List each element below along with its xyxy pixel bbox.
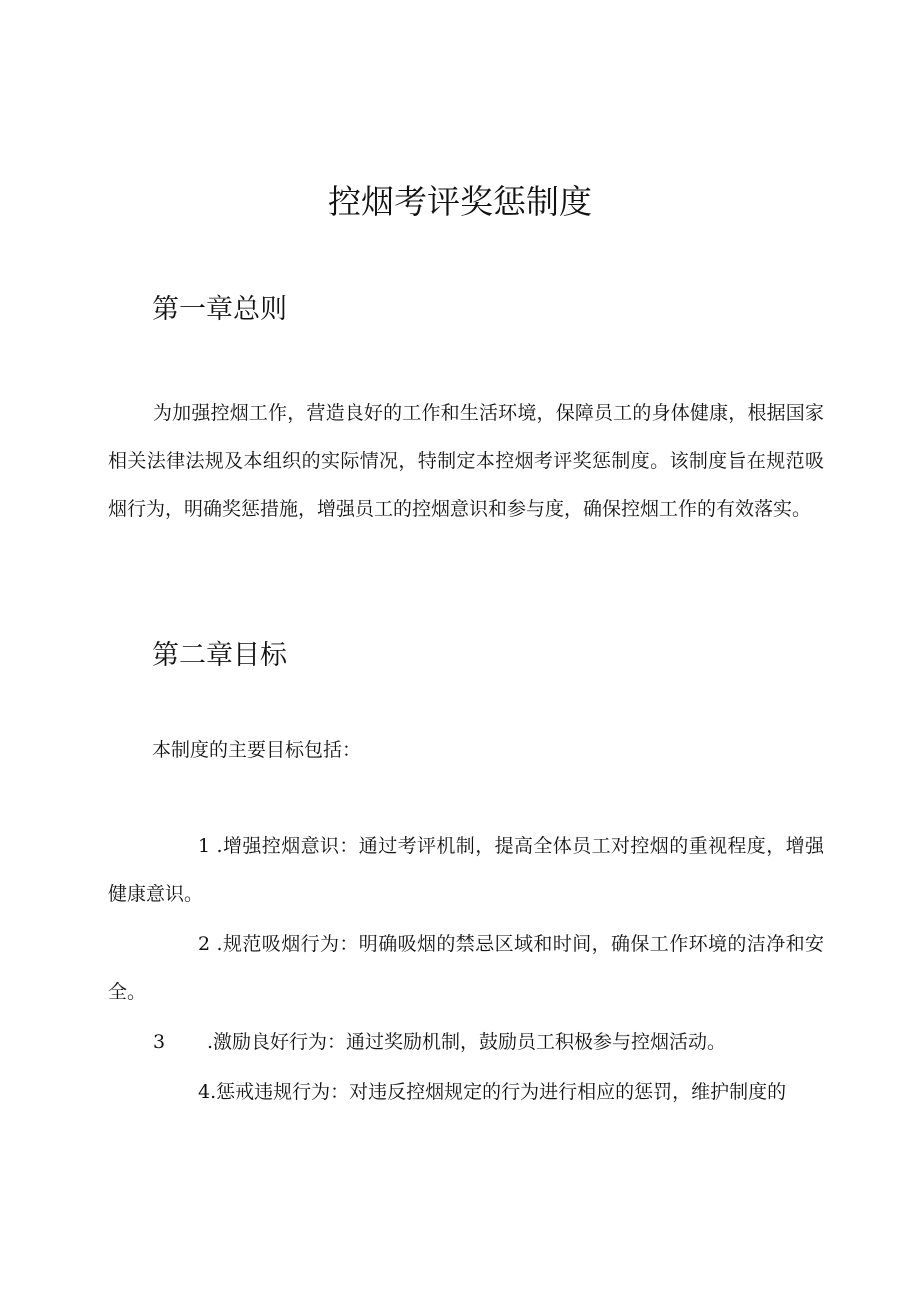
list-item-text: .激励良好行为：通过奖励机制，鼓励员工积极参与控烟活动。: [207, 1031, 727, 1053]
chapter-2-intro: 本制度的主要目标包括：: [152, 739, 362, 761]
list-item-text: .规范吸烟行为：明确吸烟的禁忌区域和时间，确保工作环境的洁净和安全。: [108, 933, 825, 1003]
list-item-text: .惩戒违规行为：对违反控烟规定的行为进行相应的惩罚，维护制度的: [210, 1081, 787, 1103]
list-item: [108, 1068, 824, 1116]
list-item-number: 2: [198, 933, 211, 955]
list-item-text: .增强控烟意识：通过考评机制，提高全体员工对控烟的重视程度，增强健康意识。: [108, 835, 825, 905]
list-item-number: 3: [153, 1031, 166, 1053]
chapter-1-heading: 第一章总则: [152, 294, 287, 325]
chapter-2-heading: 第二章目标: [152, 640, 287, 671]
list-item-number: 1: [198, 835, 211, 857]
chapter-1-paragraph: 为加强控烟工作，营造良好的工作和生活环境，保障员工的身体健康，根据国家相关法律法规及本组织的实际情况，特制定本控烟考评奖惩制度。该制度旨在规范吸烟行为，明确奖惩措施，增强员工的控烟意识和参与度，确保控烟工作的有效落实。: [108, 402, 824, 520]
document-title: 控烟考评奖惩制度: [328, 182, 592, 221]
list-item-number: 4: [198, 1081, 211, 1103]
list-item: [108, 1018, 824, 1066]
list-item: [108, 822, 824, 918]
list-item: [108, 920, 824, 1016]
